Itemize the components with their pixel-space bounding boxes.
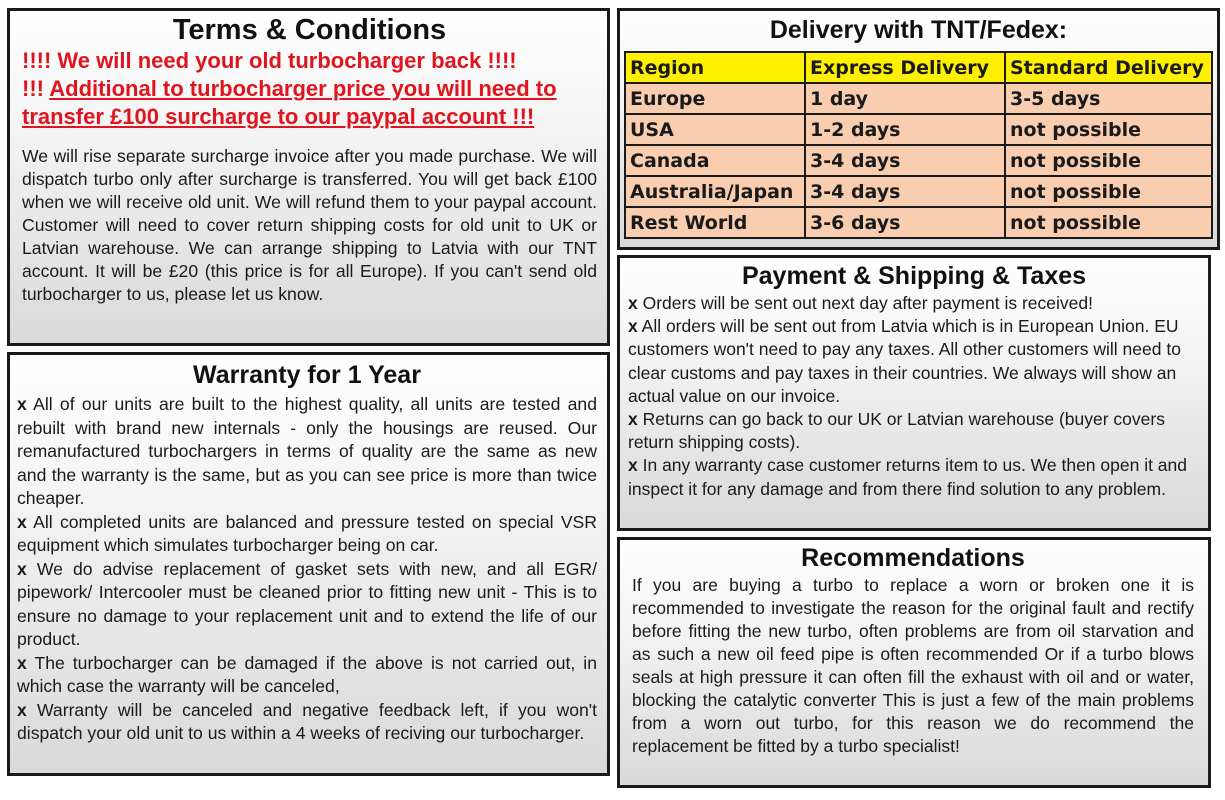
header-express: Express Delivery	[805, 52, 1005, 83]
table-row	[625, 114, 1212, 145]
recommendations-title: Recommendations	[801, 544, 1025, 572]
delivery-table	[624, 51, 1213, 239]
bullet-mark: x	[17, 558, 27, 579]
table-row	[625, 83, 1212, 114]
table-row	[625, 176, 1212, 207]
standard-cell: not possible	[1005, 145, 1212, 176]
warranty-item-text: We do advise replacement of gasket sets with new, and all EGR/ pipework/ Intercooler must be cleaned prior to fitting new unit - This is to ensure no damage to your replacement unit and to extend the life of our product.	[17, 558, 598, 649]
payment-item	[628, 408, 1200, 454]
payment-list	[628, 292, 1200, 501]
warranty-panel	[7, 352, 610, 776]
bullet-mark: x	[17, 652, 27, 673]
header-region: Region	[625, 52, 805, 83]
recommendations-body: If you are buying a turbo to replace a worn or broken one it is recommended to investigate the reason for the original fault and rectify before fitting the new turbo, often problems are from oil starvation and as such a new oil feed pipe is often recommended Or if a turbo blows seals at high pressure it can often fill the exhaust with oil and or water, blocking the catalytic converter This is just a few of the main problems from a worn out turbo, for this reason we do recommend the replacement be fitted by a turbo specialist!	[632, 575, 1194, 756]
payment-panel	[617, 255, 1211, 531]
warranty-item	[17, 652, 597, 699]
warranty-item-text: All of our units are built to the highest quality, all units are tested and rebuilt with brand new internals - only the housings are reused. Our remanufactured turbochargers in terms of quality are the same as new and the warranty is the same, but as you can see price is more than twice cheaper.	[17, 394, 598, 508]
warranty-item-text: Warranty will be canceled and negative feedback left, if you won't dispatch your old unit to us within a 4 weeks of reciving our turbocharger.	[17, 699, 598, 743]
region-cell: Australia/Japan	[625, 176, 805, 207]
bullet-mark: x	[628, 455, 638, 476]
terms-body: We will rise separate surcharge invoice after you made purchase. We will dispatch turbo only after surcharge is transferred. You will get back £100 when we will receive old unit. We will refund them to your paypal account. Customer will need to cover return shipping costs for old unit to UK or Latvian warehouse. We can arrange shipping to Latvia with our TNT account. It will be £20 (this price is for all Europe). If you can't send old turbocharger to us, please let us know.	[22, 146, 597, 304]
warranty-title: Warranty for 1 Year	[193, 361, 421, 389]
warranty-list	[17, 393, 597, 746]
bullet-mark: x	[628, 293, 638, 313]
payment-item	[628, 315, 1200, 408]
delivery-title: Delivery with TNT/Fedex:	[769, 16, 1068, 44]
payment-item-text: In any warranty case customer returns item to us. We then open it and inspect it for any damage and from there find solution to any problem.	[628, 455, 1187, 499]
region-cell: Europe	[625, 83, 805, 114]
table-row	[625, 207, 1212, 238]
warranty-item-text: The turbocharger can be damaged if the above is not carried out, in which case the warranty will be canceled,	[17, 652, 597, 696]
standard-cell: not possible	[1005, 207, 1212, 238]
warranty-item	[17, 393, 597, 511]
header-standard: Standard Delivery	[1005, 52, 1212, 83]
payment-item	[628, 292, 1200, 315]
recommendations-panel	[617, 537, 1211, 788]
bullet-mark: x	[628, 409, 638, 430]
express-cell: 3-6 days	[805, 207, 1005, 238]
bullet-mark: x	[628, 316, 638, 337]
terms-warning-surcharge-text: Additional to turbocharger price you will need to transfer £100 surcharge to our paypal account !!!	[22, 76, 557, 129]
payment-item-text: All orders will be sent out from Latvia which is in European Union. EU customers won't need to pay any taxes. All other customers will need to clear customs and pay taxes in their countries. We always will show an actual value on our invoice.	[628, 316, 1181, 406]
payment-title: Payment & Shipping & Taxes	[741, 262, 1087, 290]
terms-title: Terms & Conditions	[172, 14, 447, 46]
payment-item-text: Orders will be sent out next day after payment is received!	[642, 293, 1093, 313]
table-row	[625, 145, 1212, 176]
express-cell: 3-4 days	[805, 145, 1005, 176]
standard-cell: not possible	[1005, 114, 1212, 145]
delivery-panel	[617, 8, 1220, 250]
warranty-item	[17, 699, 597, 746]
payment-item-text: Returns can go back to our UK or Latvian warehouse (buyer covers return shipping costs).	[628, 409, 1165, 453]
express-cell: 3-4 days	[805, 176, 1005, 207]
standard-cell: 3-5 days	[1005, 83, 1212, 114]
bullet-mark: x	[17, 394, 27, 414]
bullet-mark: x	[17, 511, 27, 532]
region-cell: USA	[625, 114, 805, 145]
bullet-mark: x	[17, 699, 27, 720]
payment-item	[628, 454, 1200, 500]
standard-cell: not possible	[1005, 176, 1212, 207]
terms-warning-old-unit: !!!! We will need your old turbocharger back !!!!	[22, 48, 517, 73]
warranty-item-text: All completed units are balanced and pressure tested on special VSR equipment which simulates turbocharger being on car.	[17, 511, 598, 555]
express-cell: 1-2 days	[805, 114, 1005, 145]
region-cell: Canada	[625, 145, 805, 176]
terms-panel	[7, 8, 610, 346]
express-cell: 1 day	[805, 83, 1005, 114]
region-cell: Rest World	[625, 207, 805, 238]
warranty-item	[17, 511, 597, 558]
terms-warning-prefix: !!!	[22, 76, 50, 101]
terms-warning-surcharge	[22, 75, 597, 131]
delivery-header-row	[625, 52, 1212, 83]
warranty-item	[17, 558, 597, 652]
